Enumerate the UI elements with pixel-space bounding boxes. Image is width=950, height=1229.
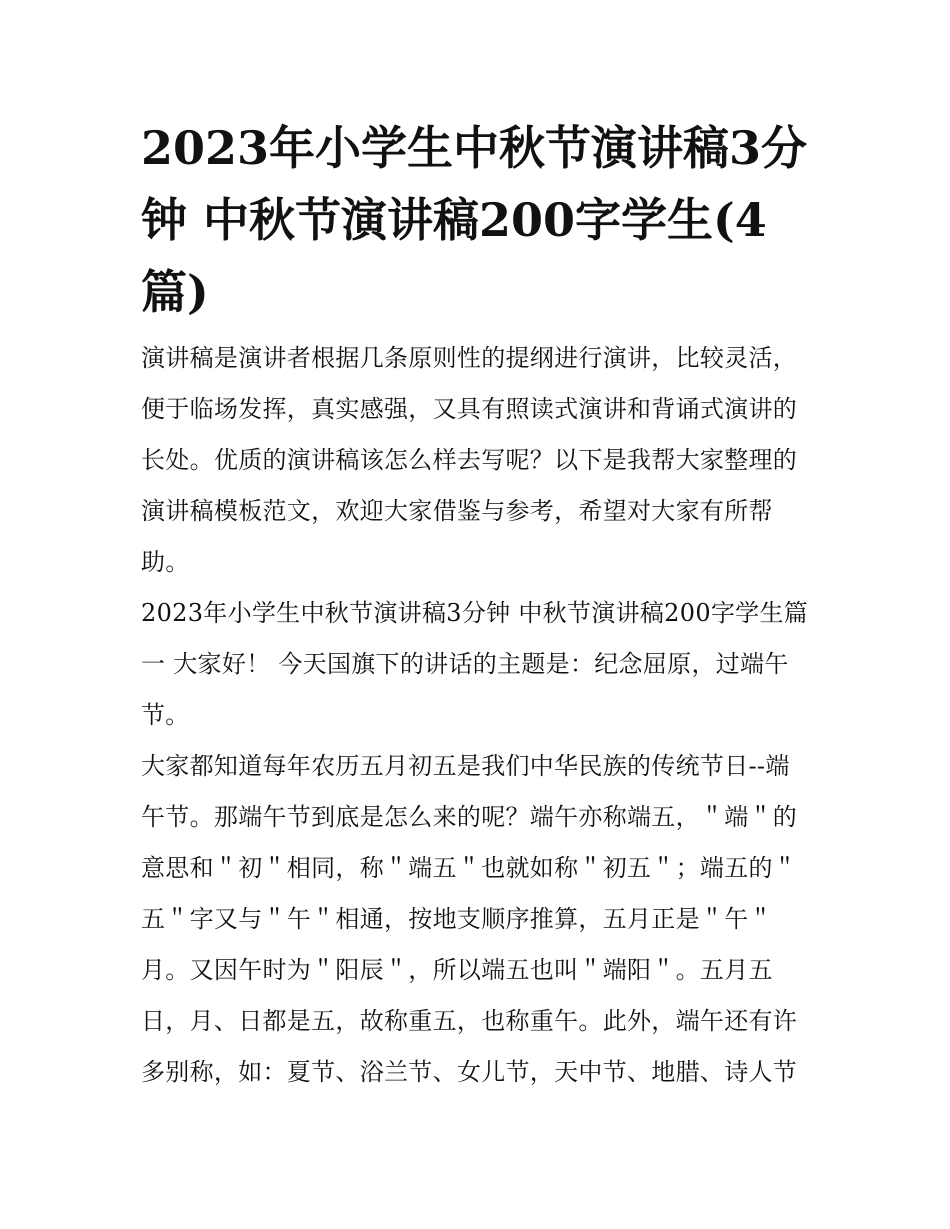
document-title: 2023年小学生中秋节演讲稿3分钟 中秋节演讲稿200字学生(4篇) xyxy=(141,121,808,319)
section-heading-paragraph: 2023年小学生中秋节演讲稿3分钟 中秋节演讲稿200字学生篇一 大家好！ 今天国旗下的讲话的主题是：纪念屈原，过端午节。 xyxy=(141,599,809,729)
document-page xyxy=(141,112,813,1098)
body-paragraph: 大家都知道每年农历五月初五是我们中华民族的传统节日--端午节。那端午节到底是怎么来的呢？端午亦称端五，＂端＂的意思和＂初＂相同，称＂端五＂也就如称＂初五＂；端五的＂五＂字又与＂午＂相通，按地支顺序推算，五月正是＂午＂月。又因午时为＂阳辰＂，所以端五也叫＂端阳＂。五月五日，月、日都是五，故称重五，也称重午。此外，端午还有许多别称，如：夏节、浴兰节、女儿节，天中节、地腊、诗人节 xyxy=(141,752,798,1086)
intro-paragraph: 演讲稿是演讲者根据几条原则性的提纲进行演讲，比较灵活，便于临场发挥，真实感强，又具有照读式演讲和背诵式演讲的长处。优质的演讲稿该怎么样去写呢？以下是我帮大家整理的演讲稿模板范文，欢迎大家借鉴与参考，希望对大家有所帮助。 xyxy=(141,344,798,576)
